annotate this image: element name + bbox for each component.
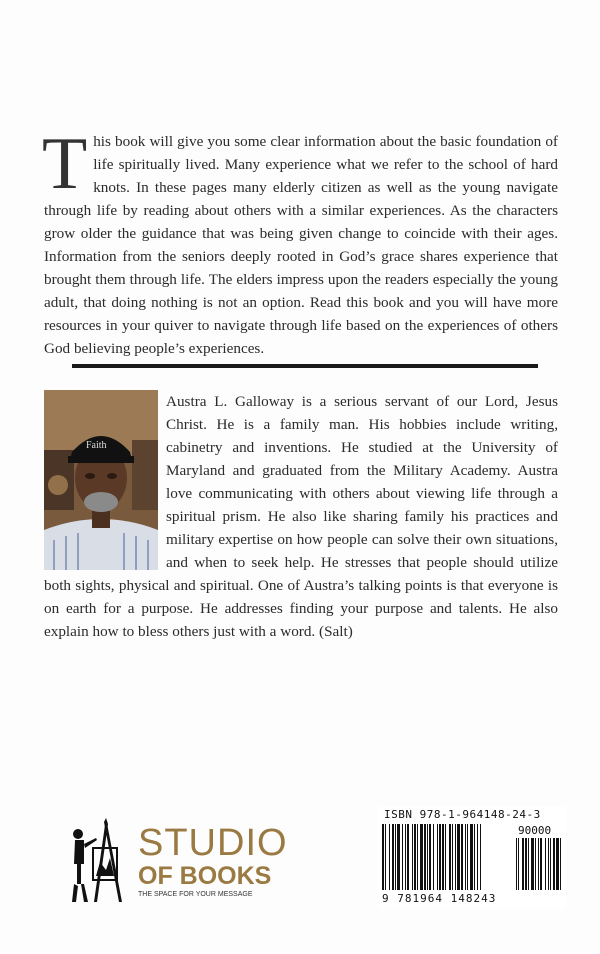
barcode-bar bbox=[538, 838, 539, 890]
barcode-bar bbox=[465, 824, 466, 890]
barcode-bar bbox=[439, 824, 441, 890]
svg-text:Faith: Faith bbox=[86, 440, 107, 451]
barcode-bar bbox=[516, 838, 517, 890]
painter-easel-icon bbox=[60, 812, 132, 904]
barcode-bar bbox=[405, 824, 406, 890]
barcode-bar bbox=[429, 824, 431, 890]
barcode-bar bbox=[457, 824, 460, 890]
barcode-bar bbox=[424, 824, 426, 890]
barcode-bar bbox=[392, 824, 394, 890]
barcode-bar bbox=[385, 824, 386, 890]
barcode-bar bbox=[461, 824, 463, 890]
barcode-bar bbox=[445, 824, 446, 890]
blurb-paragraph bbox=[42, 123, 558, 360]
barcode-bar bbox=[402, 824, 403, 890]
barcode-bar bbox=[531, 838, 534, 890]
barcode-bar bbox=[553, 838, 555, 890]
barcode-bar bbox=[477, 824, 478, 890]
barcode-bar bbox=[414, 824, 416, 890]
publisher-name-line2: OF BOOKS bbox=[138, 862, 272, 890]
isbn-barcode bbox=[378, 806, 566, 908]
barcode-bar bbox=[528, 838, 529, 890]
barcode-bar bbox=[470, 824, 473, 890]
isbn-label: ISBN 978-1-964148-24-3 bbox=[384, 808, 541, 821]
barcode-bar bbox=[389, 824, 390, 890]
barcode-bar bbox=[420, 824, 423, 890]
price-code: 90000 bbox=[518, 824, 552, 837]
barcode-bar bbox=[397, 824, 400, 890]
publisher-logo bbox=[60, 812, 290, 904]
barcode-bar bbox=[522, 838, 524, 890]
section-divider bbox=[72, 364, 538, 368]
barcode-bar bbox=[535, 838, 536, 890]
barcode-bar bbox=[449, 824, 451, 890]
barcode-bar bbox=[412, 824, 413, 890]
author-bio bbox=[44, 390, 558, 643]
barcode-bar bbox=[417, 824, 418, 890]
barcode-bar bbox=[556, 838, 559, 890]
barcode-bar bbox=[433, 824, 434, 890]
blurb-text: his book will give you some clear information about the basic foundation of life spiritually lived. Many experience what we refer to the school of hard knots. In these pages many elderly citizen as well as the young navigate through life by reading about others with a similar experiences. As the characters grow older the guidance that was being given change to coincide with their ages. Information from the seniors deeply rooted in God’s grace shares experience that brought them through life. The elders impress upon the readers especially the young adult, that doing nothing is not an option. Read this book and you will have more resources in your quiver to navigate through life based on the experiences of others God believing people’s experiences. bbox=[44, 133, 558, 357]
barcode-bar bbox=[442, 824, 444, 890]
barcode-bar bbox=[427, 824, 428, 890]
author-bio-text: Austra L. Galloway is a serious servant of our Lord, Jesus Christ. He is a family man. His hobbies include writing, cabinetry and inventions. He studied at the University of Maryland and graduated from the Military Academy. Austra love communicating with others about viewing life through a spiritual prism. He also like sharing family his practices and military expertise on how people can solve their own situations, and when to seek help. He stresses that people should utilize both sights, physical and spiritual. One of Austra’s talking points is that everyone is on earth for a purpose. He addresses finding your purpose and talents. He also explain how to bless others just with a word. (Salt) bbox=[44, 393, 558, 640]
barcode-number: 9 781964 148243 bbox=[382, 892, 497, 905]
barcode-bar bbox=[550, 838, 551, 890]
barcode-bar bbox=[437, 824, 438, 890]
barcode-bar bbox=[540, 838, 542, 890]
barcode-bar bbox=[560, 838, 561, 890]
barcode-bar bbox=[467, 824, 468, 890]
barcode-bar bbox=[395, 824, 396, 890]
barcode-bar bbox=[480, 824, 481, 890]
barcode-bar bbox=[407, 824, 409, 890]
barcode-bar bbox=[455, 824, 456, 890]
barcode-bar bbox=[382, 824, 384, 890]
publisher-tagline: THE SPACE FOR YOUR MESSAGE bbox=[138, 891, 253, 898]
drop-cap: T bbox=[42, 123, 88, 205]
barcode-bar bbox=[548, 838, 549, 890]
barcode-bar bbox=[452, 824, 453, 890]
barcode-bar bbox=[518, 838, 519, 890]
barcode-bar bbox=[545, 838, 546, 890]
barcode-bar bbox=[474, 824, 475, 890]
barcode-bar bbox=[525, 838, 527, 890]
publisher-name-line1: STUDIO bbox=[138, 822, 288, 864]
